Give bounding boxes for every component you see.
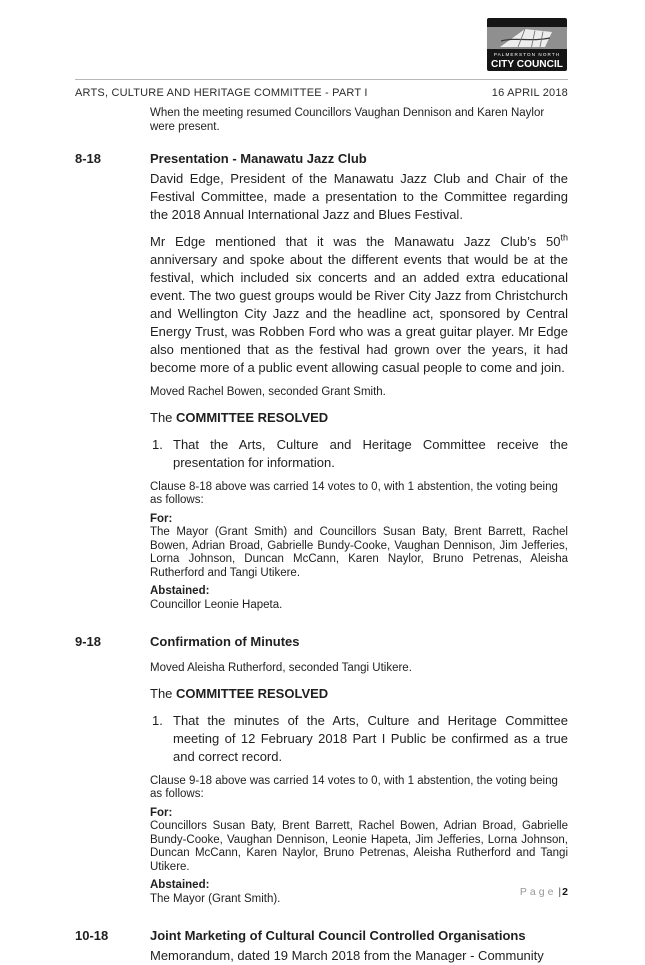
vote-abstained-names: The Mayor (Grant Smith). <box>150 892 281 905</box>
resolution-text: That the minutes of the Arts, Culture and Heritage Committee meeting of 12 February 2018 Part I Public be confirmed as a true and correct record. <box>173 712 568 764</box>
section-8-18 <box>75 150 568 617</box>
page-footer <box>514 886 568 898</box>
paragraph-text: Mr Edge mentioned that it was the Manawatu Jazz Club’s 50 <box>150 234 561 249</box>
moved-seconded-note: Moved Aleisha Rutherford, seconded Tangi Utikere. <box>150 662 412 674</box>
intro-note: When the meeting resumed Councillors Vaughan Dennison and Karen Naylor were present. <box>150 107 545 133</box>
vote-for-label: For: <box>150 806 173 819</box>
resolution-number: 1. <box>152 436 163 452</box>
city-council-logo <box>487 18 567 71</box>
paragraph <box>150 233 568 377</box>
header-divider <box>75 79 568 80</box>
section-title: Presentation - Manawatu Jazz Club <box>150 151 367 166</box>
logo-org-name-large: CITY COUNCIL <box>491 59 563 70</box>
logo-org-name-small: PALMERSTON NORTH <box>493 52 561 57</box>
page-word: Page <box>519 886 557 898</box>
resolution-item <box>150 712 568 766</box>
page-header <box>75 87 568 99</box>
vote-abstained-label: Abstained: <box>150 879 210 891</box>
ordinal-superscript: th <box>560 232 568 243</box>
resolved-prefix: The <box>150 409 177 425</box>
resolution-item <box>150 436 568 472</box>
section-number: 10-18 <box>75 928 109 943</box>
clause-vote-note: Clause 8-18 above was carried 14 votes to 0, with 1 abstention, the voting being as follows: <box>150 480 558 506</box>
page-separator: | <box>558 886 562 898</box>
section-number: 9-18 <box>75 634 102 649</box>
section-9-18 <box>75 633 568 911</box>
resolution-text: That the Arts, Culture and Heritage Committee receive the presentation for information. <box>173 436 568 470</box>
page-number: 2 <box>562 886 568 898</box>
resolution-number: 1. <box>152 712 163 728</box>
section-title: Joint Marketing of Cultural Council Controlled Organisations <box>150 928 526 943</box>
vote-abstained-label: Abstained: <box>150 585 210 597</box>
vote-for-names: Councillors Susan Baty, Brent Barrett, Rachel Bowen, Adrian Broad, Gabrielle Bundy-Cooke, Vaughan Dennison, Leonie Hapeta, Jim Jefferies, Lorna Johnson, Duncan McCann, Karen Naylor, Bruno Petrenas, Aleisha Rutherford and Tangi Utikere. <box>150 820 568 873</box>
committee-resolved-line <box>150 409 568 426</box>
section-number: 8-18 <box>75 151 102 166</box>
clause-vote-note: Clause 9-18 above was carried 14 votes to 0, with 1 abstention, the voting being as follows: <box>150 774 558 800</box>
paragraph-text: anniversary and spoke about the different events that would be at the festival, which included six concerts and an added extra educational event. The two guest groups would be River City Jazz from Christchurch and Wellington City Jazz and the headline act, sponsored by Central Energy Trust, was Robben Ford who was a great guitar player. Mr Edge also mentioned that as the festival had grown over the years, it had become more of a public event allowing casual people to come and join. <box>150 252 568 375</box>
resolved-bold-text: COMMITTEE RESOLVED <box>176 685 329 701</box>
minutes-content <box>75 107 568 965</box>
resolved-prefix: The <box>150 685 177 701</box>
vote-abstained-names: Councillor Leonie Hapeta. <box>150 598 283 611</box>
committee-title: ARTS, CULTURE AND HERITAGE COMMITTEE - PART I <box>75 87 368 99</box>
paragraph: David Edge, President of the Manawatu Jazz Club and Chair of the Festival Committee, made a presentation to the Committee regarding the 2018 Annual International Jazz and Blues Festival. <box>150 171 568 222</box>
resolved-bold-text: COMMITTEE RESOLVED <box>176 409 329 425</box>
paragraph: Memorandum, dated 19 March 2018 from the Manager - Community <box>150 948 544 963</box>
section-title: Confirmation of Minutes <box>150 634 300 649</box>
meeting-date: 16 APRIL 2018 <box>491 87 568 99</box>
moved-seconded-note: Moved Rachel Bowen, seconded Grant Smith. <box>150 386 386 398</box>
vote-for-names: The Mayor (Grant Smith) and Councillors Susan Baty, Brent Barrett, Rachel Bowen, Adrian Broad, Gabrielle Bundy-Cooke, Vaughan Dennison, Jim Jefferies, Lorna Johnson, Duncan McCann, Karen Naylor, Bruno Petrenas, Aleisha Rutherford and Tangi Utikere. <box>150 526 568 579</box>
section-10-18 <box>75 927 568 965</box>
vote-for-label: For: <box>150 512 173 525</box>
committee-resolved-line <box>150 685 568 702</box>
